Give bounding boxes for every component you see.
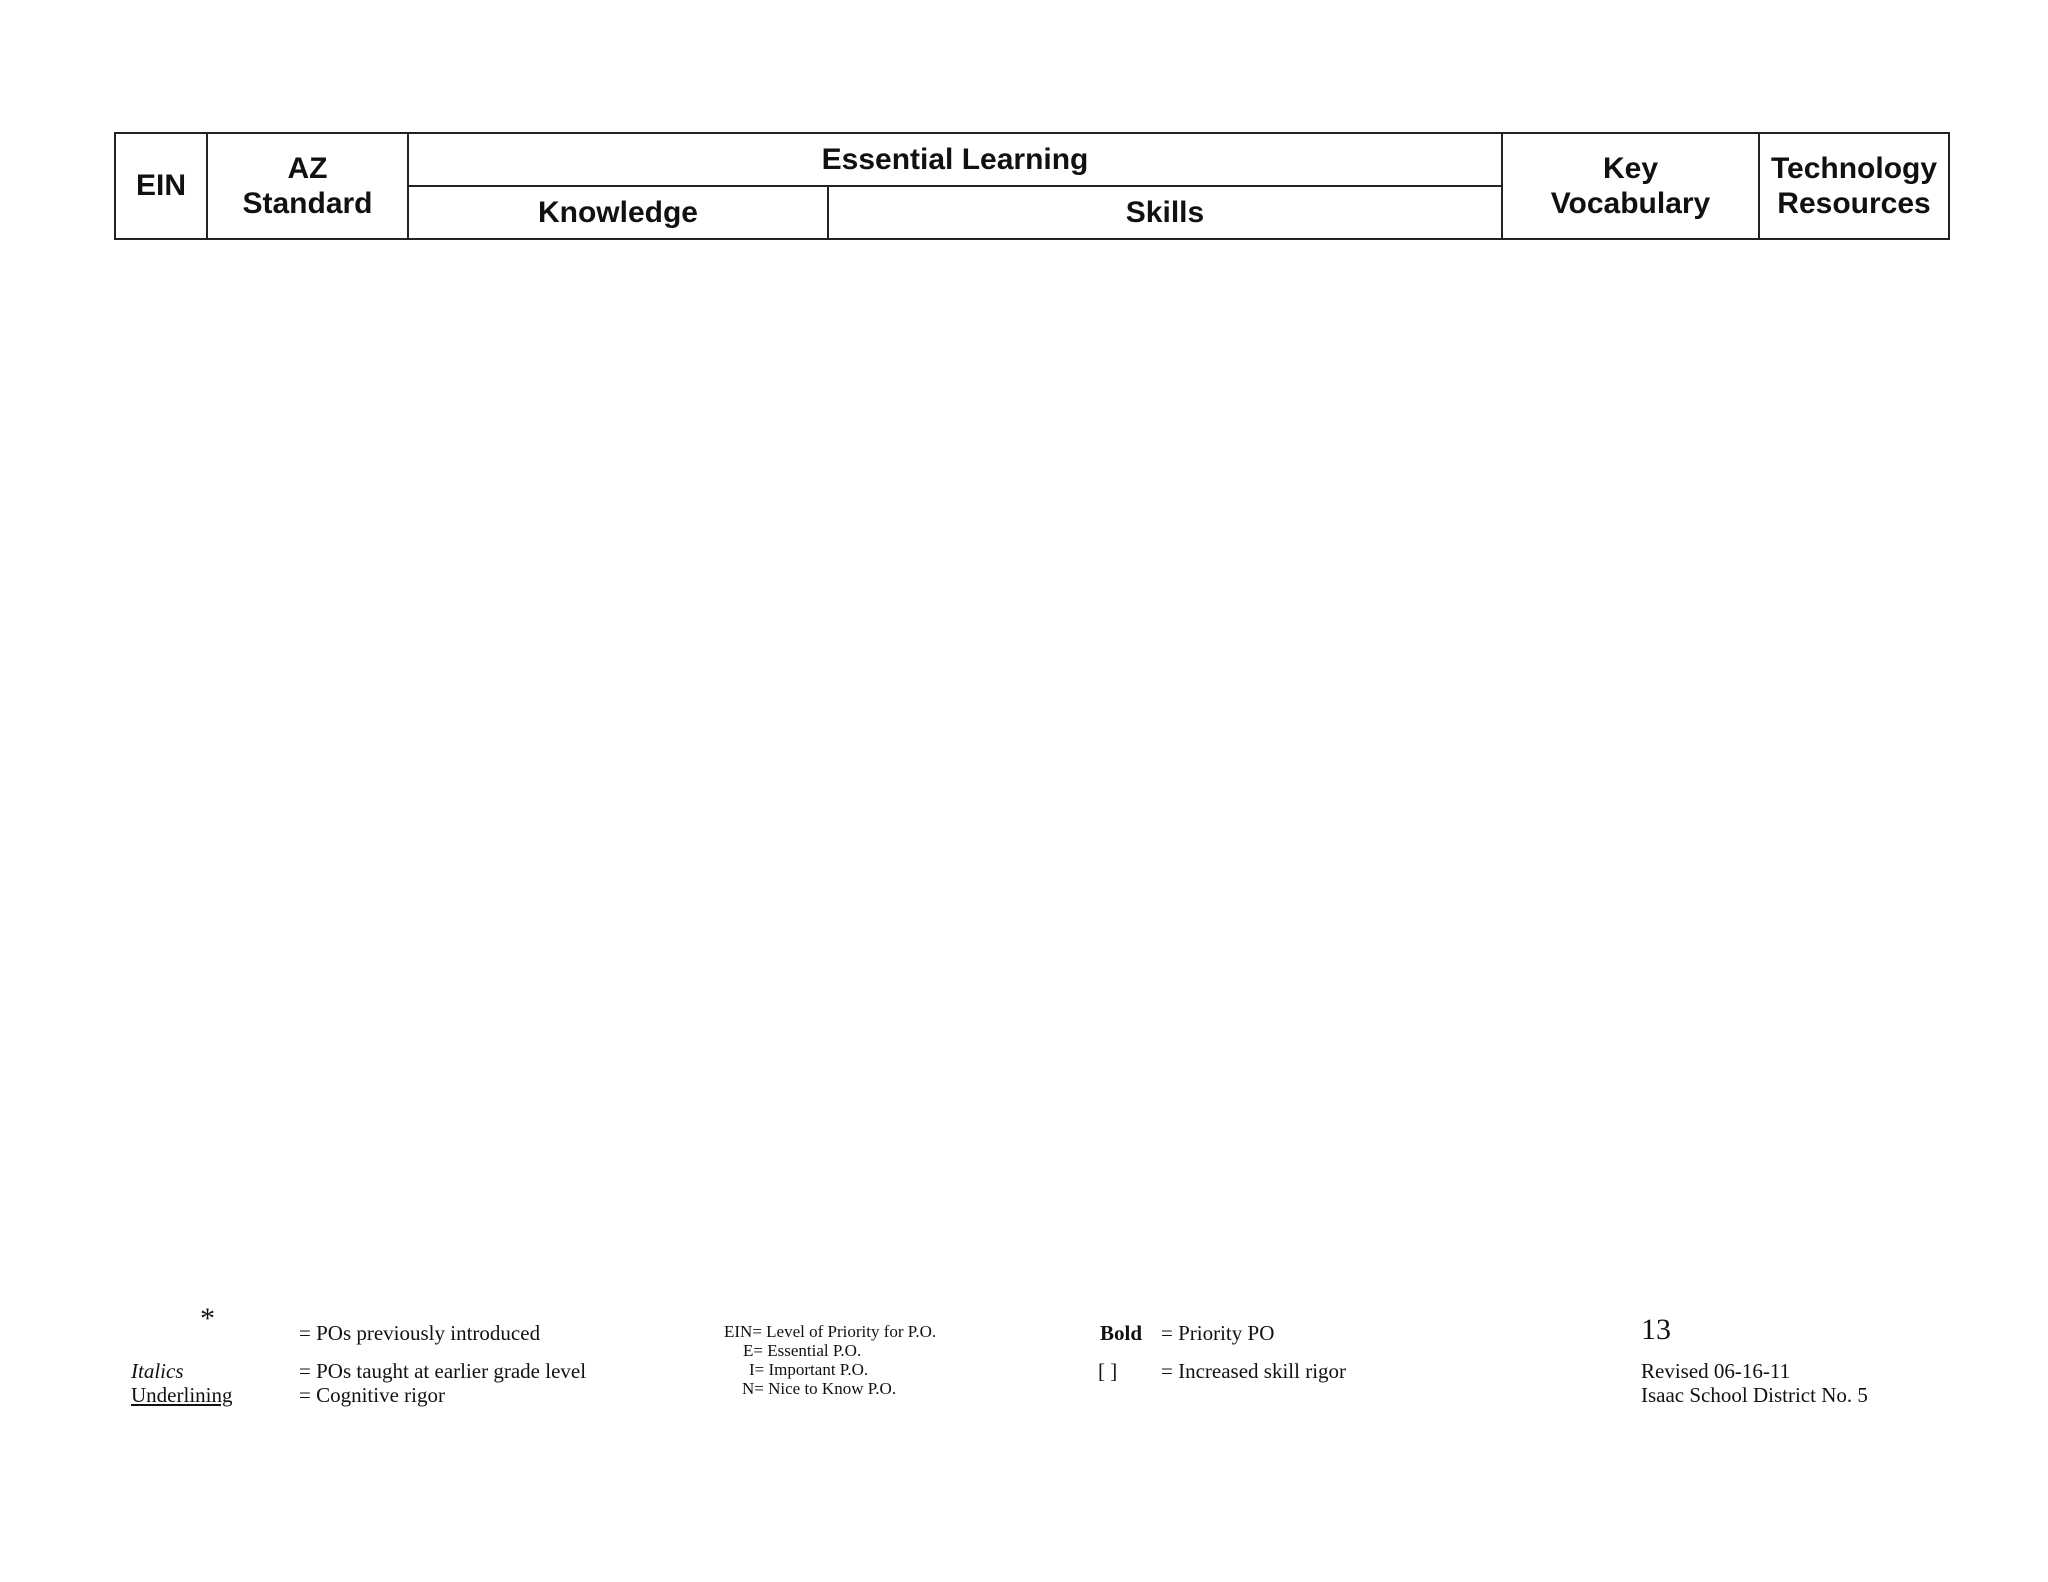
skills-header: Skills bbox=[828, 186, 1502, 239]
knowledge-header: Knowledge bbox=[408, 186, 828, 239]
page-number: 13 bbox=[1641, 1313, 1671, 1346]
ein-legend-line3: I= Important P.O. bbox=[749, 1360, 869, 1379]
az-standard-header: AZ Standard bbox=[207, 133, 408, 239]
underlining-label: Underlining bbox=[131, 1383, 233, 1407]
ein-legend-line4: N= Nice to Know P.O. bbox=[742, 1379, 897, 1398]
italics-description: = POs taught at earlier grade level bbox=[299, 1359, 587, 1383]
curriculum-header-table bbox=[114, 132, 1950, 240]
ein-legend-line1: EIN= Level of Priority for P.O. bbox=[724, 1322, 937, 1341]
brackets-label: [ ] bbox=[1098, 1359, 1118, 1383]
italics-label: Italics bbox=[131, 1359, 184, 1383]
bold-label: Bold bbox=[1100, 1321, 1143, 1345]
revised-date: Revised 06-16-11 bbox=[1641, 1359, 1791, 1383]
asterisk-symbol: * bbox=[200, 1302, 215, 1335]
key-vocabulary-header: Key Vocabulary bbox=[1502, 133, 1759, 239]
district-name: Isaac School District No. 5 bbox=[1641, 1383, 1868, 1407]
ein-legend-line2: E= Essential P.O. bbox=[743, 1341, 862, 1360]
brackets-description: = Increased skill rigor bbox=[1161, 1359, 1347, 1383]
technology-resources-header: Technology Resources bbox=[1759, 133, 1949, 239]
underlining-description: = Cognitive rigor bbox=[299, 1383, 445, 1407]
bold-description: = Priority PO bbox=[1161, 1321, 1275, 1345]
asterisk-description: = POs previously introduced bbox=[299, 1321, 541, 1345]
ein-header: EIN bbox=[115, 133, 207, 239]
essential-learning-header: Essential Learning bbox=[408, 133, 1502, 186]
